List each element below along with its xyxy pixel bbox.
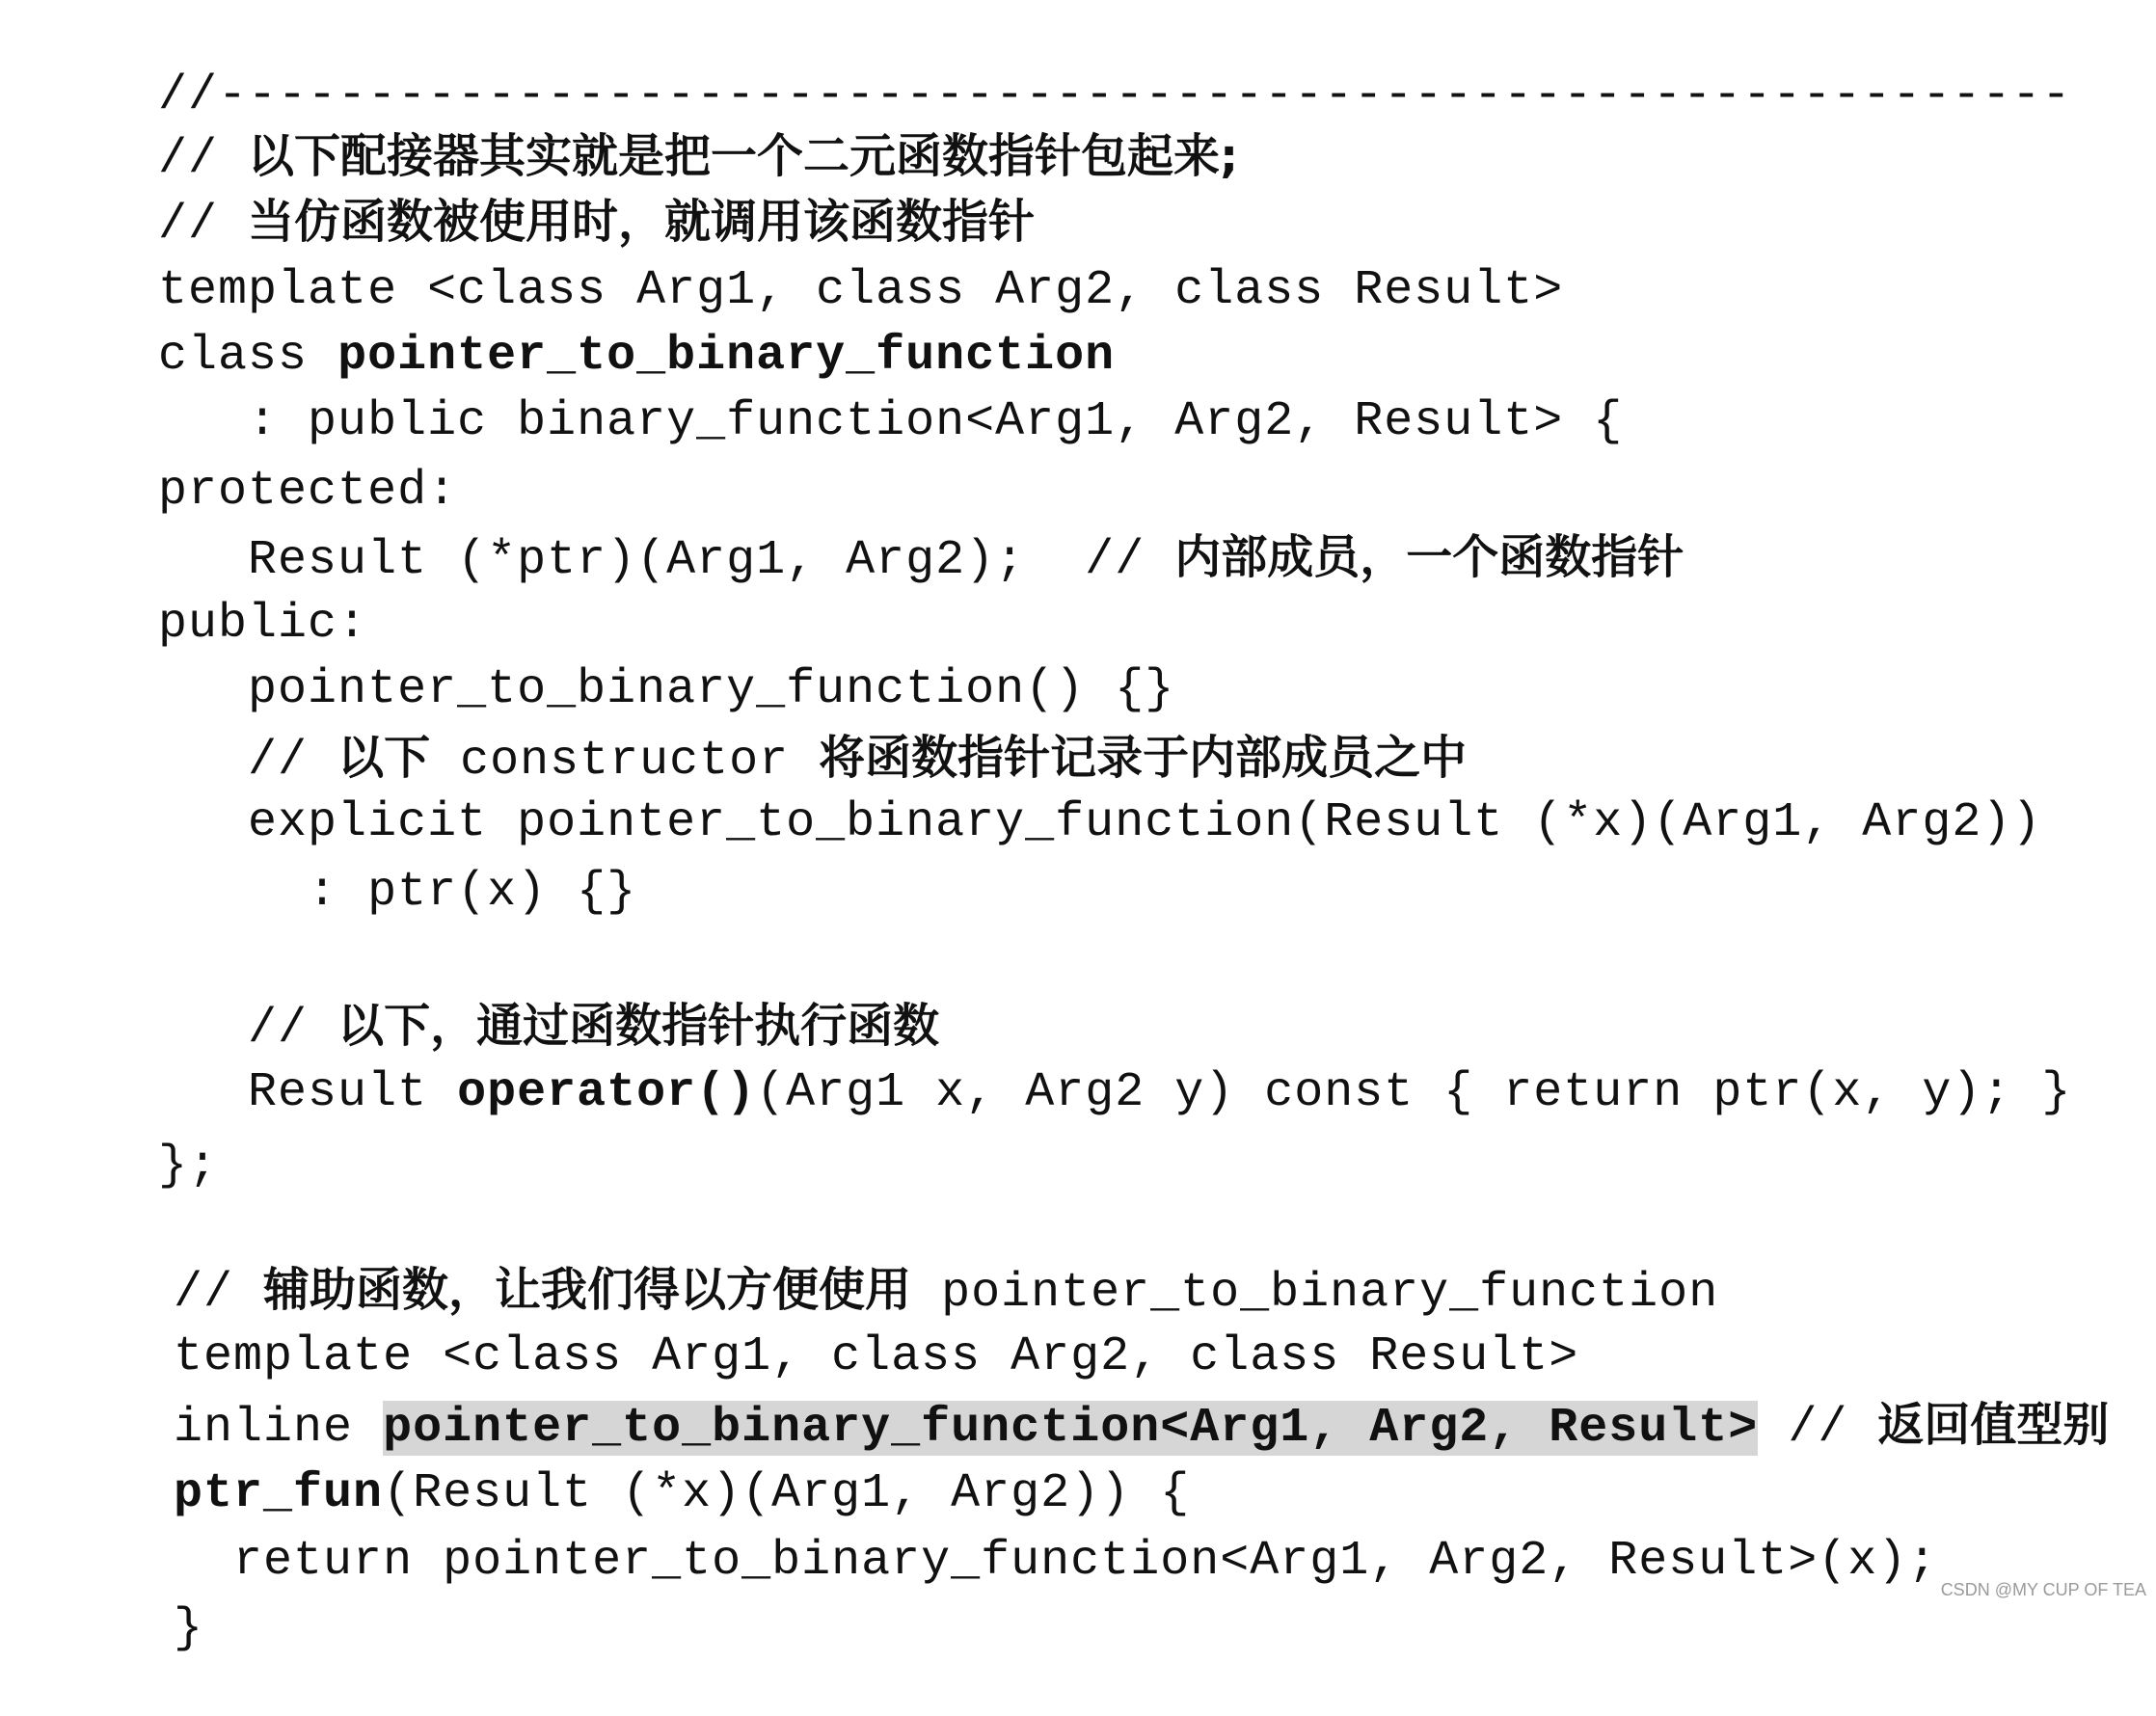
operator-name: operator() xyxy=(457,1065,757,1120)
code-line-public xyxy=(39,538,368,652)
code-line-comment xyxy=(39,939,940,1057)
comment-slashes: // xyxy=(158,198,249,253)
code-text: : public binary_function<Arg1, Arg2, Result> { xyxy=(158,394,1624,449)
watermark: CSDN @MY CUP OF TEA xyxy=(1940,1580,2146,1599)
comment-code-word: constructor xyxy=(430,734,820,789)
code-line-operator xyxy=(39,1006,2072,1120)
comment-text: 以下 xyxy=(337,731,431,785)
code-line-function-end xyxy=(54,1542,204,1656)
code-line-function-signature xyxy=(54,1408,1191,1521)
code-line-comment xyxy=(54,1203,1719,1321)
code-text: Result (*ptr)(Arg1, Arg2); // xyxy=(158,533,1175,588)
code-text: // xyxy=(1758,1401,1878,1456)
code-text: (Result (*x)(Arg1, Arg2)) { xyxy=(383,1466,1191,1521)
code-line-return xyxy=(54,1475,1938,1589)
code-text: (Arg1 x, Arg2 y) const { return ptr(x, y); } xyxy=(756,1065,2072,1120)
comment-text: 辅助函数，让我们得以方便使用 xyxy=(263,1263,912,1317)
comment-slashes: // xyxy=(158,132,249,187)
code-text: protected: xyxy=(158,464,458,519)
code-text: explicit pointer_to_binary_function(Result (*x)(Arg1, Arg2)) xyxy=(158,795,2042,850)
code-line-protected xyxy=(39,405,458,519)
code-line-comment xyxy=(39,69,1239,187)
code-text: return pointer_to_binary_function<Arg1, Arg2, Result>(x); xyxy=(174,1534,1938,1589)
code-line-default-ctor xyxy=(39,603,1175,717)
highlighted-return-type: pointer_to_binary_function<Arg1, Arg2, Result> xyxy=(383,1401,1759,1456)
code-text: Result xyxy=(158,1065,458,1120)
code-line-comment xyxy=(39,135,1036,253)
code-text: template <class Arg1, class Arg2, class Result> xyxy=(158,263,1564,318)
comment-text: 以下，通过函数指针执行函数 xyxy=(337,999,940,1053)
code-line-initializer xyxy=(39,806,637,920)
comment-text: 将函数指针记录于内部成员之中 xyxy=(819,731,1468,785)
code-line-inheritance xyxy=(39,335,1624,449)
code-text: pointer_to_binary_function() {} xyxy=(158,662,1175,717)
code-text: class xyxy=(158,329,338,384)
comment-text: 内部成员，一个函数指针 xyxy=(1174,530,1684,584)
comment-text: 当仿函数被使用时，就调用该函数指针 xyxy=(248,195,1036,249)
comment-slashes: // xyxy=(158,1002,338,1057)
code-text: inline xyxy=(174,1401,384,1456)
code-text: } xyxy=(174,1601,204,1656)
code-text: template <class Arg1, class Arg2, class Result> xyxy=(174,1329,1579,1384)
code-text: : ptr(x) {} xyxy=(158,865,637,920)
comment-text: 以下配接器其实就是把一个二元函数指针包起来; xyxy=(248,129,1239,183)
code-line-template xyxy=(54,1271,1579,1384)
function-name: ptr_fun xyxy=(174,1466,384,1521)
code-line-class-end xyxy=(39,1080,219,1193)
comment-slashes: // xyxy=(174,1266,264,1321)
separator-comment: //-------------------------------------------------------------- xyxy=(158,68,2072,123)
code-text: public: xyxy=(158,597,368,652)
code-line-member xyxy=(39,470,1684,588)
class-name: pointer_to_binary_function xyxy=(337,329,1116,384)
code-line-class-decl xyxy=(39,270,1116,384)
code-text: }; xyxy=(158,1139,219,1193)
code-line-return-type xyxy=(54,1338,2110,1456)
code-line-explicit-ctor xyxy=(39,737,2042,850)
comment-slashes: // xyxy=(158,734,338,789)
code-line-separator xyxy=(39,10,2072,123)
comment-code-word: pointer_to_binary_function xyxy=(911,1266,1719,1321)
code-line-template xyxy=(39,204,1564,318)
code-line-comment xyxy=(39,671,1468,789)
comment-text: 返回值型别 xyxy=(1877,1398,2110,1452)
